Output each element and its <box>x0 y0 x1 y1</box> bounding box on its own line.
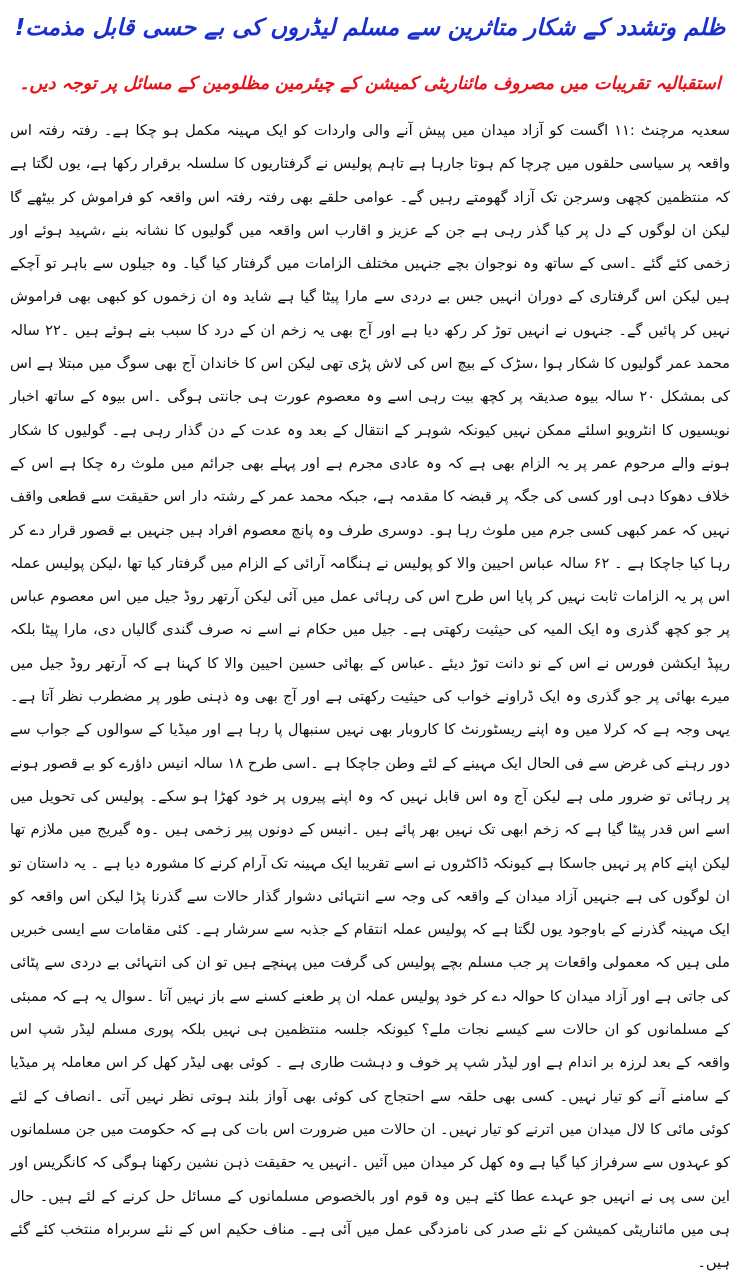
headline-blue: ظلم وتشدد کے شکار متاثرین سے مسلم لیڈروں کی بے حسی قابل مذمت! <box>14 15 726 41</box>
headline-red: استقبالیہ تقریبات میں مصروف مائناریٹی کمیشن کے چیئرمین مظلومین کے مسائل پر توجہ دیں۔ <box>19 74 721 94</box>
article-body: سعدیہ مرچنٹ :۱۱ اگست کو آزاد میدان میں پیش آنے والی واردات کو ایک مہینہ مکمل ہو چکا ہے۔ رفتہ رفتہ اس واقعہ پر سیاسی حلقوں میں چرچا کم ہوتا جارہا ہے تاہم پولیس نے گرفتاریوں کا سلسلہ برقرار رکھا ہے، یوں لگتا ہے کہ منتظمین کچھی وسرجن تک آزاد گھومتے رہیں گے۔ عوامی حلقے بھی رفتہ رفتہ اس واقعہ کو فراموش کر بیٹھے گا لیکن ان لوگوں کے دل پر کیا گذر رہی ہے جن کے عزیز و اقارب اس واقعہ میں گولیوں کا نشانہ بنے ،شہید ہوئے اور زخمی کئے گئے ۔اسی کے ساتھ وہ نوجوان بچے جنہیں مختلف الزامات میں گرفتار کیا گیا۔ وہ جیلوں سے باہر تو آچکے ہیں لیکن اس گرفتاری کے دوران انہیں جس بے دردی سے مارا پیٹا گیا ہے شاید وہ ان زخموں کو کبھی بھی فراموش نہیں کر پائیں گے۔ جنہوں نے انہیں توڑ کر رکھ دیا ہے اور آج بھی یہ زخم ان کے درد کا سبب بنے ہوئے ہیں ۔۲۲ سالہ محمد عمر گولیوں کا شکار ہوا ،سڑک کے بیچ اس کی لاش پڑی تھی لیکن اس کا خاندان آج بھی سوگ میں مبتلا ہے اس کی بمشکل ۲۰ سالہ بیوہ صدیقہ پر کچھ بیت رہی اسے وہ معصوم عورت ہی جانتی ہوگی ۔اس بیوہ کے ساتھ اخبار نویسیوں کا انٹرویو اسلئے ممکن نہیں کیونکہ شوہر کے انتقال کے بعد وہ عدت کے دن گذار رہی ہے۔ گولیوں کا شکار ہونے والے مرحوم عمر پر یہ الزام بھی ہے کہ وہ عادی مجرم ہے اور پہلے بھی جرائم میں ملوث رہ چکا ہے اس کے خلاف دھوکا دہی اور کسی کی جگہ پر قبضہ کا مقدمہ ہے، جبکہ محمد عمر کے رشتہ دار اس حقیقت سے قطعی واقف نہیں کہ عمر کبھی کسی جرم میں ملوث رہا ہو۔ دوسری طرف وہ پانچ معصوم افراد ہیں جنہیں بے قصور قرار دے کر رہا کیا جاچکا ہے ۔ ۶۲ سالہ عباس احیین والا کو پولیس نے ہنگامہ آرائی کے الزام میں گرفتار کیا تھا ،لیکن پولیس عملہ اس پر یہ الزامات ثابت نہیں کر پایا اس طرح اس کی رہائی عمل میں آئی لیکن آرتھر روڈ جیل میں اس معصوم عباس پر جو کچھ گذری وہ ایک المیہ کی حیثیت رکھتی ہے۔ جیل میں حکام نے اسے نہ صرف گندی گالیاں دی، مارا پیٹا بلکہ ریپڈ ایکشن فورس نے اس کے نو دانت توڑ دیئے ۔عباس کے بھائی حسین احیین والا کا کہنا ہے کہ آرتھر روڈ جیل میں میرے بھائی پر جو گذری وہ ایک ڈراونے خواب کی حیثیت رکھتی ہے اور آج بھی وہ ذہنی طور پر مضطرب نظر آتا ہے۔ یہی وجہ ہے کہ کرلا میں وہ اپنے ریسٹورنٹ کا کاروبار بھی نہیں سنبھال پا رہا ہے اور میڈیا کے سوالوں کے جواب سے دور رہنے کی غرض سے فی الحال ایک مہینے کے لئے وطن جاچکا ہے ۔اسی طرح ۱۸ سالہ انیس داؤرے کو بے قصور ہونے پر رہائی تو ضرور ملی ہے لیکن آج وہ اس قابل نہیں کہ وہ اپنے پیروں پر خود کھڑا ہو سکے۔ پولیس کی تحویل میں اسے اس قدر پیٹا گیا ہے کہ زخم ابھی تک نہیں بھر پائے ہیں ۔انیس کے دونوں پیر زخمی ہیں ۔وہ گیریج میں ملازم تھا لیکن اپنے کام پر نہیں جاسکا ہے کیونکہ ڈاکٹروں نے اسے تقریبا ایک مہینہ تک آرام کرنے کا مشورہ دیا ہے ۔ یہ داستان تو ان لوگوں کی ہے جنہیں آزاد میدان کے واقعہ کی وجہ سے انتہائی دشوار گذار حالات سے گذرنا پڑا لیکن اس واقعہ کو ایک مہینہ گذرنے کے باوجود یوں لگتا ہے کہ پولیس عملہ انتقام کے جذبہ سے سرشار ہے۔ کئی مقامات سے ایسی خبریں ملی ہیں کہ معمولی واقعات پر جب مسلم بچے پولیس کی گرفت میں پہنچے ہیں تو ان کی انتہائی بے دردی سے پٹائی کی جاتی ہے اور آزاد میدان کا حوالہ دے کر خود پولیس عملہ ان پر طعنے کسنے سے باز نہیں آتا ۔سوال یہ ہے کہ ممبئی کے مسلمانوں کو ان حالات سے کیسے نجات ملے؟ کیونکہ جلسہ منتظمین ہی نہیں بلکہ پوری مسلم لیڈر شپ اس واقعہ کے بعد لرزہ بر اندام ہے اور لیڈر شپ پر خوف و دہشت طاری ہے ۔ کوئی بھی لیڈر کھل کر اس معاملہ پر میڈیا کے سامنے آنے کو تیار نہیں۔ کسی بھی حلقہ سے احتجاج کی کوئی بھی آواز بلند ہوتی نظر نہیں آتی ۔انصاف کے لئے کوئی مائی کا لال میدان میں اترنے کو تیار نہیں۔ ان حالات میں ضرورت اس بات کی ہے کہ حکومت میں جن مسلمانوں کو عہدوں سے سرفراز کیا گیا ہے وہ کھل کر میدان میں آئیں ۔انہیں یہ حقیقت ذہن نشین رکھنا ہوگی کہ کانگریس اور این سی پی نے انہیں جو عہدے عطا کئے ہیں وہ قوم اور بالخصوص مسلمانوں کے مسائل حل کرنے کے لئے ہیں۔ حال ہی میں مائناریٹی کمیشن کے نئے صدر کی نامزدگی عمل میں آئی ہے۔ مناف حکیم اس کے نئے سربراہ منتخب کئے گئے ہیں۔ <box>10 122 731 1272</box>
